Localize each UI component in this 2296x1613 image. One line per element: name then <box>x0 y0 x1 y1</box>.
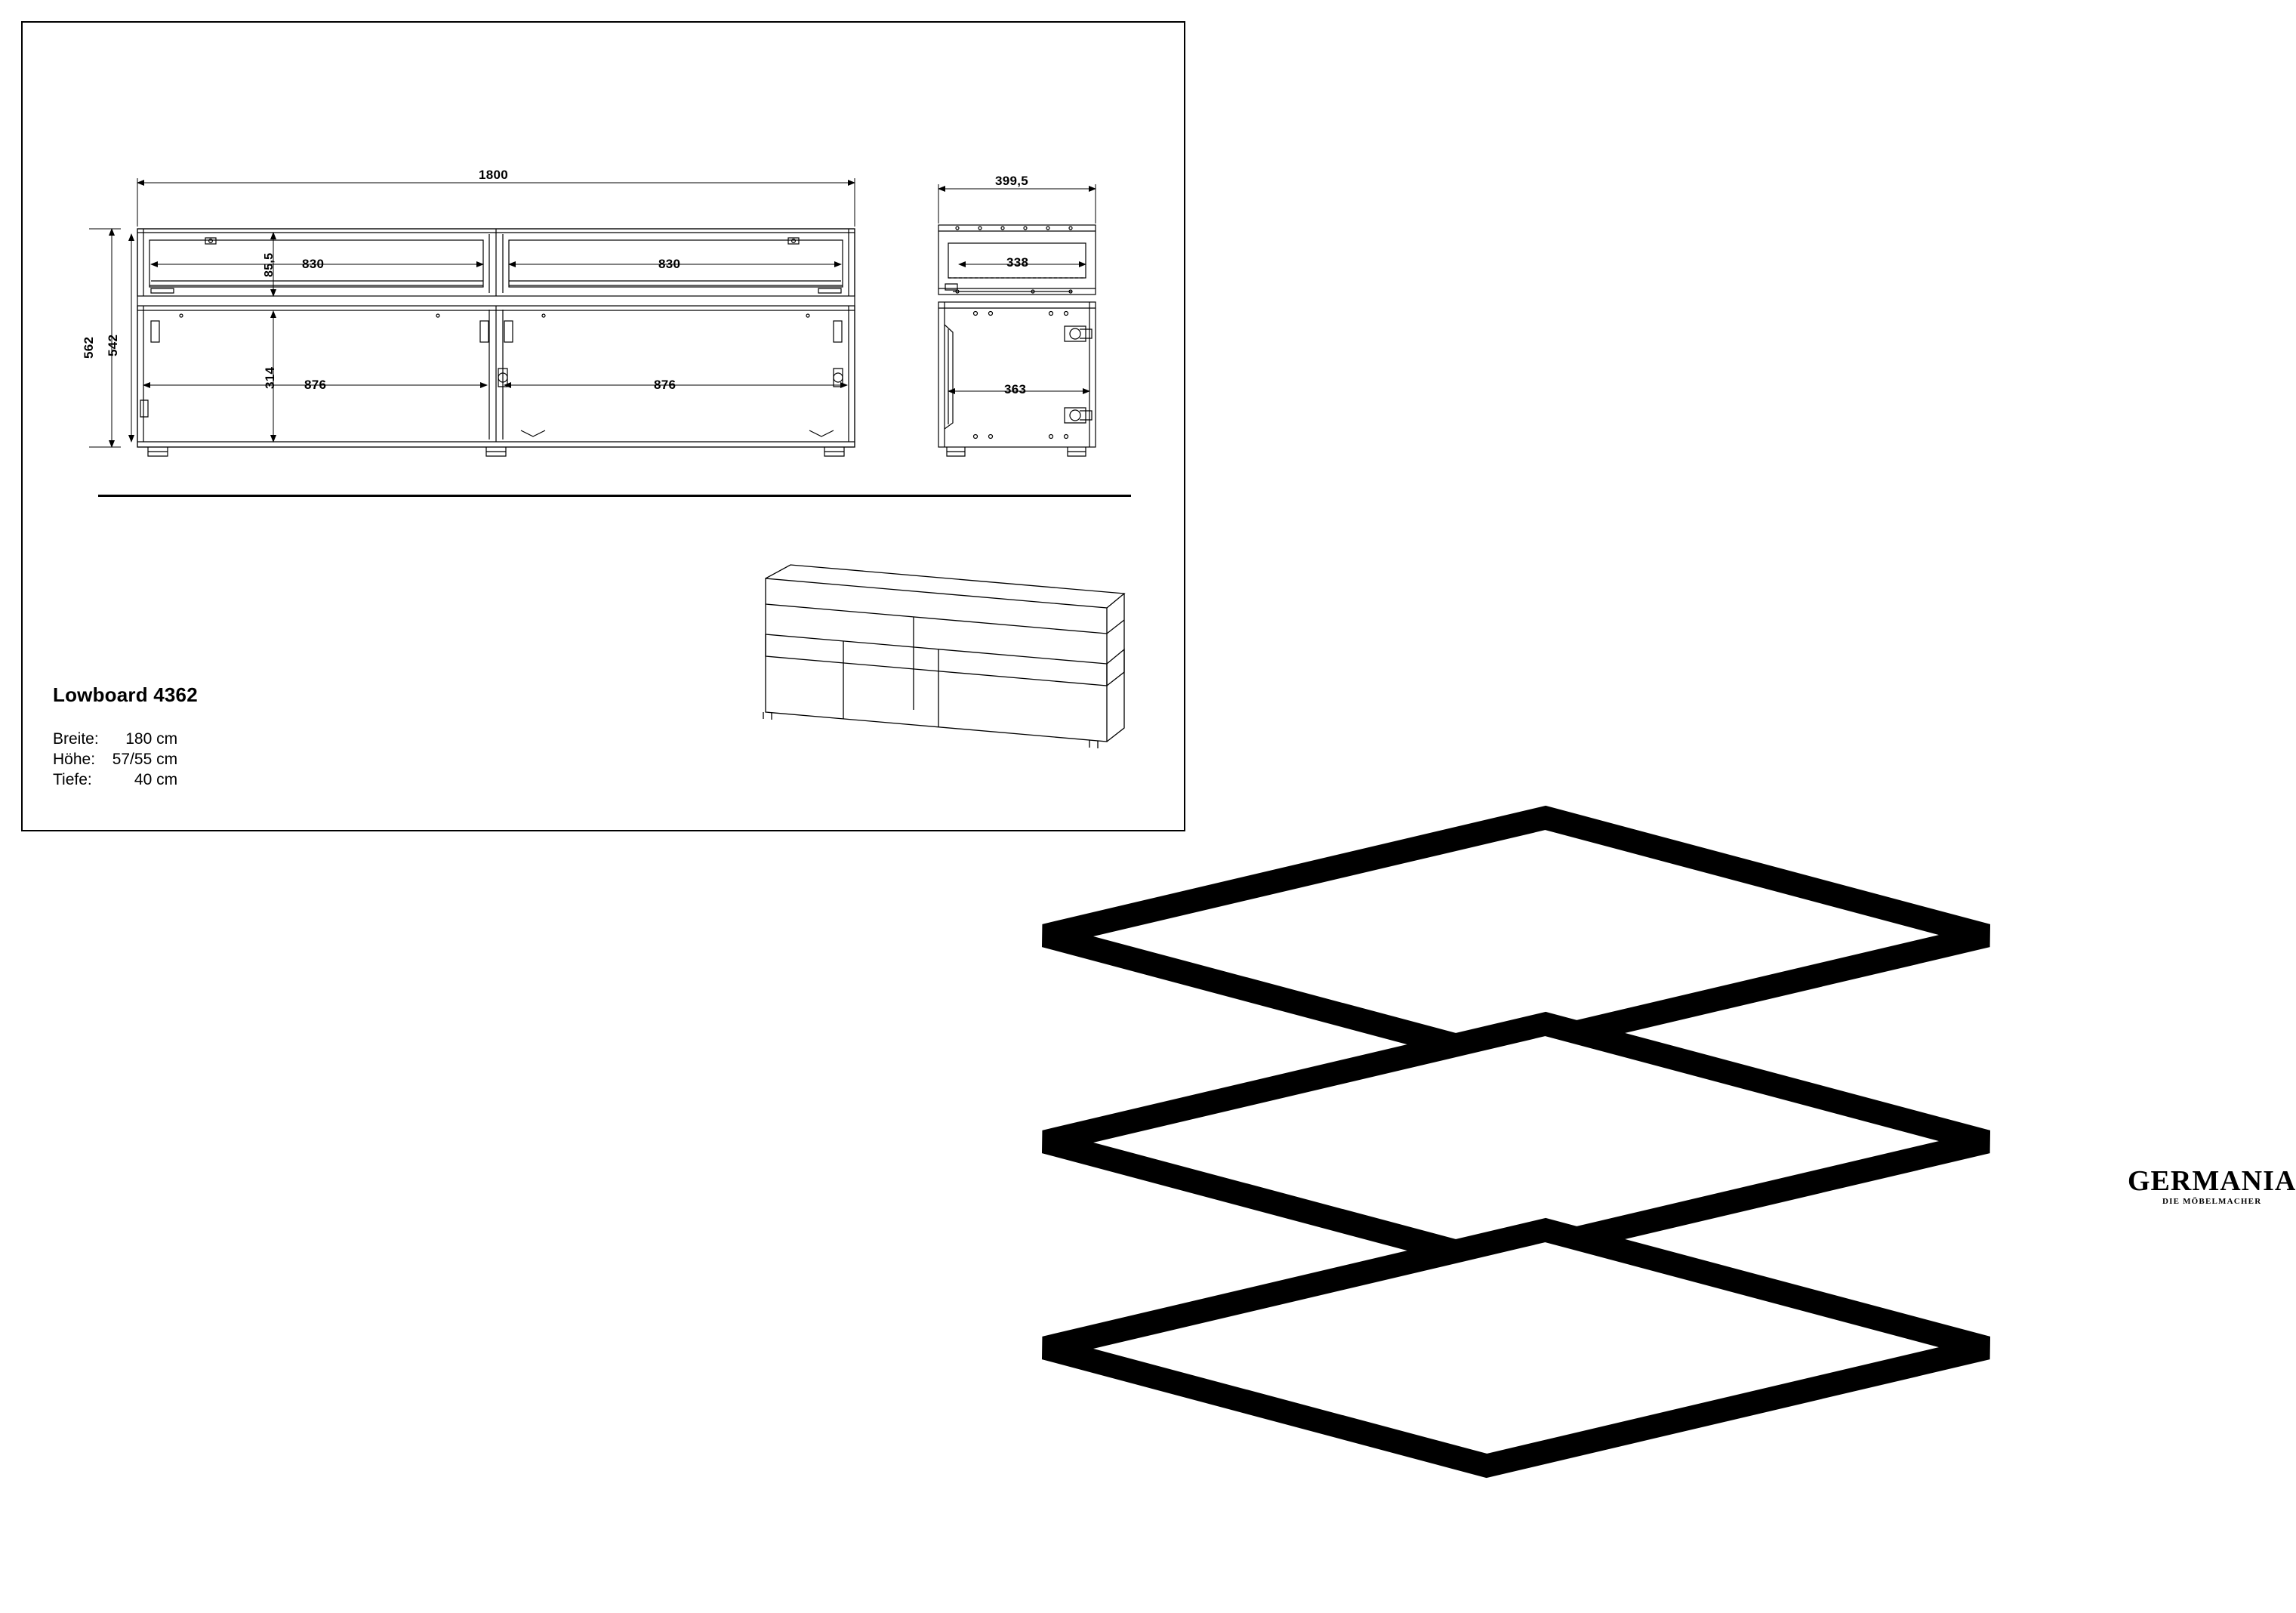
dim-door-width-right: 876 <box>654 378 676 392</box>
spec-label-height: Höhe: <box>53 751 96 768</box>
spec-label-width: Breite: <box>53 730 99 748</box>
stacked-sheets-icon <box>912 759 2120 1613</box>
dim-overall-width: 1800 <box>479 168 509 182</box>
dim-drawer-width-right: 830 <box>658 257 681 271</box>
spec-list <box>53 729 177 790</box>
spec-row-width <box>53 729 177 749</box>
page-title: Lowboard 4362 <box>53 683 198 706</box>
section-divider <box>98 495 1131 497</box>
spec-row-height <box>53 749 177 769</box>
spec-label-depth: Tiefe: <box>53 771 92 788</box>
dim-drawer-width-left: 830 <box>302 257 325 271</box>
spec-value-depth: 40 cm <box>134 771 178 788</box>
spec-value-height: 57/55 cm <box>112 751 178 768</box>
dim-depth: 399,5 <box>995 174 1029 188</box>
brand-logo <box>912 759 2296 1613</box>
brand-name: GERMANIA <box>2128 1164 2296 1197</box>
brand-tagline: DIE MÖBELMACHER <box>2162 1196 2262 1206</box>
dim-drawer-depth: 338 <box>1006 255 1029 270</box>
spec-value-width: 180 cm <box>125 730 178 748</box>
dim-door-height: 314 <box>263 366 277 389</box>
dim-body-height: 542 <box>106 334 120 356</box>
page-border <box>21 21 1185 831</box>
brand-text <box>2128 1164 2296 1206</box>
spec-row-depth <box>53 769 177 790</box>
dim-door-depth: 363 <box>1004 382 1027 396</box>
dim-door-width-left: 876 <box>304 378 327 392</box>
dim-drawer-height: 85,5 <box>263 252 276 277</box>
dim-overall-height: 562 <box>82 336 96 359</box>
